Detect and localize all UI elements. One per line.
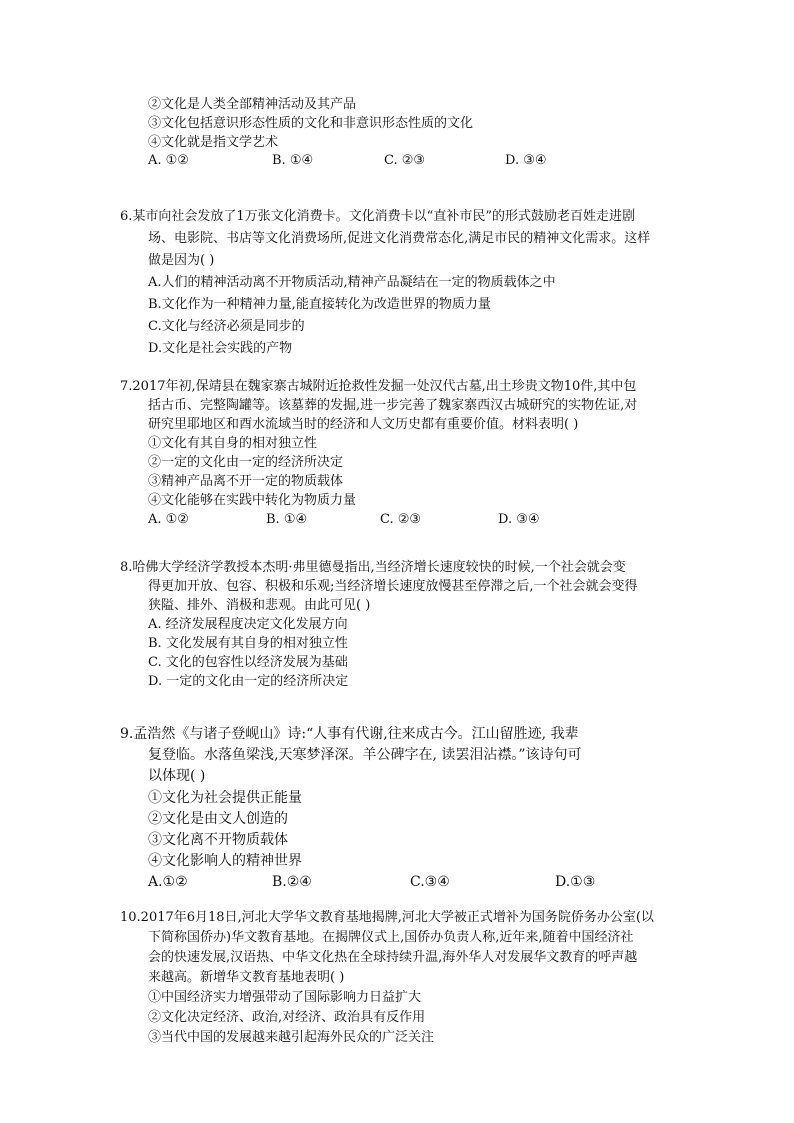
q6-option-c: C.文化与经济必须是同步的 bbox=[148, 319, 305, 334]
option-d: D. ③④ bbox=[505, 153, 547, 168]
q8-stem-line-3: 狭隘、排外、消极和悲观。由此可见( ) bbox=[148, 598, 371, 613]
statement-4: ④文化就是指文学艺术 bbox=[148, 135, 279, 150]
q7-statement-2: ②一定的文化由一定的经济所决定 bbox=[148, 455, 344, 470]
statement-2: ②文化是人类全部精神活动及其产品 bbox=[148, 97, 357, 112]
q9-statement-2: ②文化是由文人创造的 bbox=[148, 811, 288, 827]
q8-stem-line-2: 得更加开放、包容、积极和乐观;当经济增长速度放慢甚至停滞之后,一个社会就会变得 bbox=[148, 579, 638, 594]
q6-stem-line-3: 做是因为( ) bbox=[148, 253, 215, 268]
q6-stem-line-1: 6.某市向社会发放了1万张文化消费卡。文化消费卡以“直补市民”的形式鼓励老百姓走进剧 bbox=[120, 209, 635, 224]
q7-stem-line-1: 7.2017年初,保靖县在魏家寨古城附近抢救性发掘一处汉代古墓,出土珍贵文物10件,其中包 bbox=[120, 379, 637, 394]
statement-3: ③文化包括意识形态性质的文化和非意识形态性质的文化 bbox=[148, 116, 474, 131]
q10-statement-2: ②文化决定经济、政治,对经济、政治具有反作用 bbox=[148, 1010, 426, 1025]
q7-statement-4: ④文化能够在实践中转化为物质力量 bbox=[148, 493, 357, 508]
q10-stem-line-2: 下简称国侨办)华文教育基地。在揭牌仪式上,国侨办负责人称,近年来,随着中国经济社 bbox=[148, 930, 634, 945]
q10-statement-1: ①中国经济实力增强带动了国际影响力日益扩大 bbox=[148, 990, 422, 1005]
q10-stem-line-1: 10.2017年6月18日,河北大学华文教育基地揭牌,河北大学被正式增补为国务院侨务办公室(以 bbox=[120, 910, 654, 925]
q9-stem-line-1: 9.孟浩然《与诸子登岘山》诗:“人事有代谢,往来成古今。江山留胜迹, 我辈 bbox=[120, 726, 579, 742]
q8-stem-line-1: 8.哈佛大学经济学教授本杰明·弗里德曼指出,当经济增长速度较快的时候,一个社会就会变 bbox=[120, 560, 626, 575]
q9-statement-1: ①文化为社会提供正能量 bbox=[148, 790, 302, 806]
q9-statement-3: ③文化离不开物质载体 bbox=[148, 832, 288, 848]
q6-option-d: D.文化是社会实践的产物 bbox=[148, 341, 293, 356]
q7-statement-1: ①文化有其自身的相对独立性 bbox=[148, 436, 318, 451]
q8-option-d: D. 一定的文化由一定的经济所决定 bbox=[148, 674, 349, 689]
q7-option-a: A. ①② bbox=[148, 512, 189, 527]
q8-option-b: B. 文化发展有其自身的相对独立性 bbox=[148, 636, 348, 651]
q9-stem-line-2: 复登临。水落鱼梁浅,天寒梦泽深。羊公碑字在, 读罢泪沾襟。”该诗句可 bbox=[148, 747, 582, 763]
q8-option-a: A. 经济发展程度决定文化发展方向 bbox=[148, 617, 348, 632]
q8-option-c: C. 文化的包容性以经济发展为基础 bbox=[148, 655, 348, 670]
q7-option-c: C. ②③ bbox=[380, 512, 422, 527]
option-c: C. ②③ bbox=[384, 153, 426, 168]
option-b: B. ①④ bbox=[272, 153, 314, 168]
q9-option-b: B.②④ bbox=[272, 874, 312, 890]
q7-statement-3: ③精神产品离不开一定的物质载体 bbox=[148, 474, 344, 489]
q7-option-d: D. ③④ bbox=[498, 512, 540, 527]
q7-stem-line-2: 括古币、完整陶罐等。该墓葬的发掘,进一步完善了魏家寨西汉古城研究的实物佐证,对 bbox=[148, 398, 638, 413]
q9-option-c: C.③④ bbox=[410, 874, 450, 890]
q10-stem-line-3: 会的快速发展,汉语热、中华文化热在全球持续升温,海外华人对发展华文教育的呼声越 bbox=[148, 950, 638, 965]
q9-statement-4: ④文化影响人的精神世界 bbox=[148, 853, 302, 869]
q10-stem-line-4: 来越高。新增华文教育基地表明( ) bbox=[148, 970, 345, 985]
q6-stem-line-2: 场、电影院、书店等文化消费场所,促进文化消费常态化,满足市民的精神文化需求。这样 bbox=[148, 231, 651, 246]
q6-option-a: A.人们的精神活动离不开物质活动,精神产品凝结在一定的物质载体之中 bbox=[148, 275, 556, 290]
q7-option-b: B. ①④ bbox=[266, 512, 308, 527]
q7-stem-line-3: 研究里耶地区和酉水流域当时的经济和人文历史都有重要价值。材料表明( ) bbox=[148, 417, 579, 432]
q6-option-b: B.文化作为一种精神力量,能直接转化为改造世界的物质力量 bbox=[148, 297, 491, 312]
option-a: A. ①② bbox=[148, 153, 189, 168]
q9-option-a: A.①② bbox=[148, 874, 188, 890]
q9-stem-line-3: 以体现( ) bbox=[148, 768, 206, 784]
q9-option-d: D.①③ bbox=[555, 874, 596, 890]
q10-statement-3: ③当代中国的发展越来越引起海外民众的广泛关注 bbox=[148, 1030, 435, 1045]
